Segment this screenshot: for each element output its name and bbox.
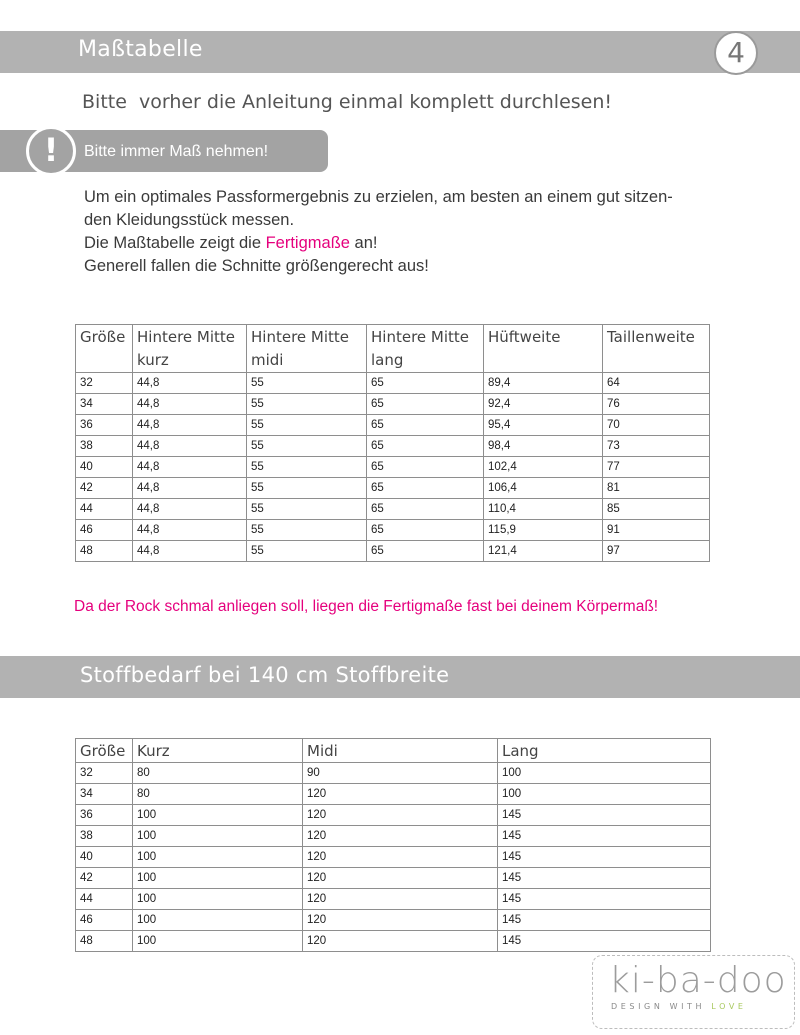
table-row [76, 541, 710, 562]
logo-tagline-b: LOVE [711, 1002, 747, 1011]
table-cell: 145 [498, 847, 711, 868]
table-cell: 106,4 [484, 478, 603, 499]
table-row [76, 457, 710, 478]
fit-note: Da der Rock schmal anliegen soll, liegen die Fertigmaße fast bei deinem Körpermaß! [74, 598, 659, 615]
table-cell: 48 [76, 541, 133, 562]
page-title: Maßtabelle [78, 37, 203, 62]
instruction-line-2: den Kleidungsstück messen. [84, 211, 295, 229]
table-cell: 92,4 [484, 394, 603, 415]
table-cell: 36 [76, 415, 133, 436]
table-cell: 98,4 [484, 436, 603, 457]
table-cell: 32 [76, 763, 133, 784]
table-row [76, 373, 710, 394]
col-header-back-midi: Hintere Mitte midi [247, 325, 367, 373]
table-row [76, 520, 710, 541]
table-row [76, 763, 711, 784]
table-cell: 89,4 [484, 373, 603, 394]
table-row [76, 889, 711, 910]
instruction-line-3 [84, 234, 377, 253]
col-header-hip: Hüftweite [484, 325, 603, 373]
fabric-title: Stoffbedarf bei 140 cm Stoffbreite [80, 663, 450, 687]
table-row [76, 394, 710, 415]
instruction-line-3-suffix: an! [349, 234, 378, 252]
table-cell: 73 [603, 436, 710, 457]
table-cell: 44,8 [133, 478, 247, 499]
col-header-midi: Midi [303, 739, 498, 763]
exclamation-icon: ! [26, 126, 76, 176]
intro-text: Bitte vorher die Anleitung einmal komplett durchlesen! [82, 91, 613, 113]
table-cell: 97 [603, 541, 710, 562]
table-cell: 110,4 [484, 499, 603, 520]
table-row [76, 478, 710, 499]
table-cell: 85 [603, 499, 710, 520]
col-header-waist: Taillenweite [603, 325, 710, 373]
table-cell: 100 [133, 868, 303, 889]
table-cell: 120 [303, 931, 498, 952]
table-cell: 44,8 [133, 457, 247, 478]
page-number-badge: 4 [714, 31, 758, 75]
col-header-size: Größe [76, 739, 133, 763]
table-cell: 70 [603, 415, 710, 436]
table-cell: 76 [603, 394, 710, 415]
table-cell: 145 [498, 805, 711, 826]
table-cell: 80 [133, 763, 303, 784]
table-cell: 102,4 [484, 457, 603, 478]
table-cell: 120 [303, 868, 498, 889]
table-cell: 55 [247, 541, 367, 562]
table-cell: 100 [133, 931, 303, 952]
table-row [76, 931, 711, 952]
table-cell: 46 [76, 910, 133, 931]
table-cell: 40 [76, 847, 133, 868]
col-header-back-short: Hintere Mitte kurz [133, 325, 247, 373]
col-header-back-long: Hintere Mitte lang [367, 325, 484, 373]
table-cell: 32 [76, 373, 133, 394]
table-cell: 64 [603, 373, 710, 394]
table-row [76, 784, 711, 805]
table-cell: 120 [303, 889, 498, 910]
table-cell: 65 [367, 436, 484, 457]
logo-wordmark: ki-ba-doo [609, 960, 787, 1001]
table-cell: 120 [303, 910, 498, 931]
table-cell: 100 [498, 784, 711, 805]
table-cell: 42 [76, 478, 133, 499]
table-cell: 44,8 [133, 394, 247, 415]
table-cell: 95,4 [484, 415, 603, 436]
table-cell: 55 [247, 394, 367, 415]
table-cell: 44,8 [133, 373, 247, 394]
table-cell: 55 [247, 457, 367, 478]
table-cell: 145 [498, 910, 711, 931]
table-cell: 100 [133, 910, 303, 931]
table-cell: 145 [498, 931, 711, 952]
table-cell: 65 [367, 415, 484, 436]
table-cell: 100 [133, 805, 303, 826]
logo-tagline-a: DESIGN WITH [611, 1002, 712, 1011]
table-header-row [76, 325, 710, 373]
table-cell: 44,8 [133, 541, 247, 562]
table-row [76, 847, 711, 868]
table-cell: 120 [303, 784, 498, 805]
table-row [76, 826, 711, 847]
table-cell: 100 [133, 889, 303, 910]
instruction-line-1: Um ein optimales Passformergebnis zu erzielen, am besten an einem gut sitzen- [84, 188, 673, 206]
table-row [76, 805, 711, 826]
table-cell: 120 [303, 826, 498, 847]
table-cell: 145 [498, 868, 711, 889]
table-cell: 55 [247, 436, 367, 457]
table-cell: 34 [76, 784, 133, 805]
table-cell: 40 [76, 457, 133, 478]
instruction-line-3-prefix: Die Maßtabelle zeigt die [84, 234, 266, 252]
col-header-size: Größe [76, 325, 133, 373]
table-row [76, 436, 710, 457]
table-cell: 55 [247, 520, 367, 541]
table-cell: 44,8 [133, 415, 247, 436]
table-cell: 55 [247, 373, 367, 394]
table-cell: 65 [367, 478, 484, 499]
table-cell: 46 [76, 520, 133, 541]
table-cell: 55 [247, 478, 367, 499]
measurement-table [75, 324, 710, 562]
table-row [76, 415, 710, 436]
table-cell: 145 [498, 889, 711, 910]
table-cell: 65 [367, 520, 484, 541]
table-cell: 81 [603, 478, 710, 499]
table-cell: 44,8 [133, 520, 247, 541]
table-cell: 55 [247, 499, 367, 520]
brand-logo [592, 955, 795, 1029]
header-bar [0, 31, 800, 73]
table-cell: 100 [498, 763, 711, 784]
table-cell: 121,4 [484, 541, 603, 562]
table-cell: 38 [76, 436, 133, 457]
col-header-short: Kurz [133, 739, 303, 763]
table-cell: 44,8 [133, 436, 247, 457]
instruction-line-4: Generell fallen die Schnitte größengerecht aus! [84, 257, 429, 275]
col-header-long: Lang [498, 739, 711, 763]
table-cell: 42 [76, 868, 133, 889]
fabric-header-bar [0, 656, 800, 698]
table-row [76, 499, 710, 520]
table-cell: 65 [367, 499, 484, 520]
table-cell: 65 [367, 373, 484, 394]
table-cell: 44 [76, 499, 133, 520]
table-row [76, 868, 711, 889]
table-header-row [76, 739, 711, 763]
fertigmasse-highlight: Fertigmaße [265, 234, 350, 252]
warning-text: Bitte immer Maß nehmen! [84, 143, 269, 160]
table-cell: 55 [247, 415, 367, 436]
table-cell: 120 [303, 805, 498, 826]
logo-tagline [611, 1002, 747, 1011]
table-cell: 48 [76, 931, 133, 952]
fabric-table [75, 738, 711, 952]
table-cell: 90 [303, 763, 498, 784]
table-cell: 120 [303, 847, 498, 868]
table-cell: 38 [76, 826, 133, 847]
table-cell: 91 [603, 520, 710, 541]
table-cell: 77 [603, 457, 710, 478]
table-cell: 65 [367, 541, 484, 562]
table-cell: 36 [76, 805, 133, 826]
table-cell: 145 [498, 826, 711, 847]
table-cell: 100 [133, 826, 303, 847]
table-cell: 34 [76, 394, 133, 415]
table-cell: 115,9 [484, 520, 603, 541]
table-row [76, 910, 711, 931]
table-cell: 80 [133, 784, 303, 805]
table-cell: 44 [76, 889, 133, 910]
table-cell: 44,8 [133, 499, 247, 520]
table-cell: 65 [367, 457, 484, 478]
table-cell: 100 [133, 847, 303, 868]
table-cell: 65 [367, 394, 484, 415]
